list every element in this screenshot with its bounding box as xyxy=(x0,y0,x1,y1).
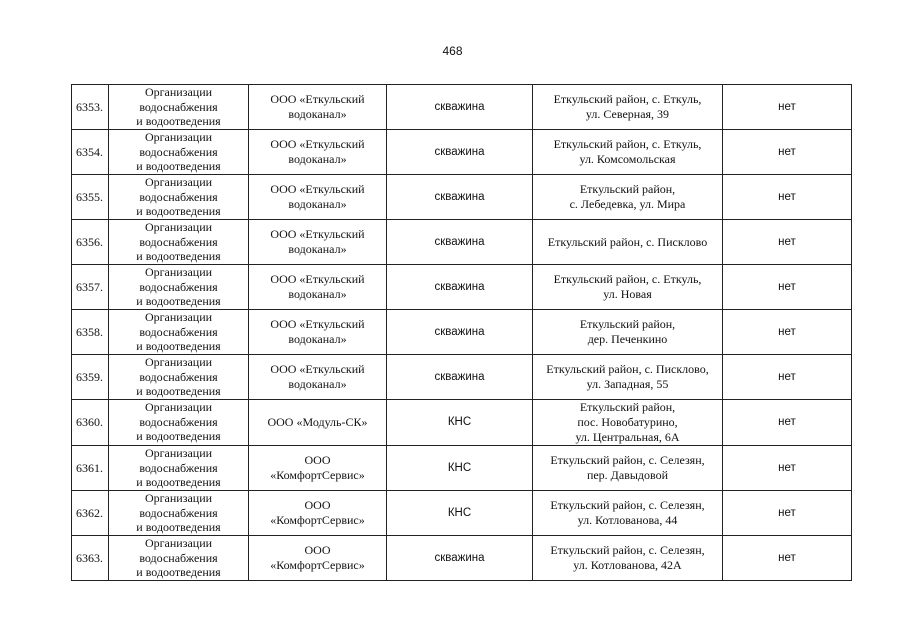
object-type-cell: скважина xyxy=(387,220,533,265)
flag-cell: нет xyxy=(723,400,852,446)
object-type-cell: скважина xyxy=(387,536,533,581)
organization-cell: ООО «КомфортСервис» xyxy=(249,446,387,491)
address-cell: Еткульский район, с. Лебедевка, ул. Мира xyxy=(533,175,723,220)
address-cell: Еткульский район, с. Селезян, ул. Котлованова, 42А xyxy=(533,536,723,581)
address-cell: Еткульский район, пос. Новобатурино, ул. Центральная, 6А xyxy=(533,400,723,446)
flag-cell: нет xyxy=(723,130,852,175)
page-number: 468 xyxy=(442,44,463,58)
organization-cell: ООО «Еткульский водоканал» xyxy=(249,85,387,130)
category-cell: Организации водоснабжения и водоотведения xyxy=(109,310,249,355)
organization-cell: ООО «Еткульский водоканал» xyxy=(249,265,387,310)
category-cell: Организации водоснабжения и водоотведения xyxy=(109,491,249,536)
category-cell: Организации водоснабжения и водоотведения xyxy=(109,355,249,400)
table-row xyxy=(72,310,852,355)
address-cell: Еткульский район, дер. Печенкино xyxy=(533,310,723,355)
row-number: 6353. xyxy=(72,85,109,130)
address-cell: Еткульский район, с. Селезян, пер. Давыдовой xyxy=(533,446,723,491)
object-type-cell: КНС xyxy=(387,491,533,536)
object-type-cell: скважина xyxy=(387,310,533,355)
address-cell: Еткульский район, с. Селезян, ул. Котлованова, 44 xyxy=(533,491,723,536)
flag-cell: нет xyxy=(723,265,852,310)
object-type-cell: скважина xyxy=(387,85,533,130)
organization-cell: ООО «Еткульский водоканал» xyxy=(249,310,387,355)
category-cell: Организации водоснабжения и водоотведения xyxy=(109,265,249,310)
row-number: 6360. xyxy=(72,400,109,446)
category-cell: Организации водоснабжения и водоотведения xyxy=(109,85,249,130)
category-cell: Организации водоснабжения и водоотведения xyxy=(109,130,249,175)
table-row xyxy=(72,355,852,400)
category-cell: Организации водоснабжения и водоотведения xyxy=(109,536,249,581)
object-type-cell: скважина xyxy=(387,130,533,175)
row-number: 6356. xyxy=(72,220,109,265)
flag-cell: нет xyxy=(723,536,852,581)
table-row xyxy=(72,491,852,536)
registry-table-body xyxy=(72,85,852,581)
row-number: 6361. xyxy=(72,446,109,491)
row-number: 6359. xyxy=(72,355,109,400)
table-row xyxy=(72,175,852,220)
organization-cell: ООО «Еткульский водоканал» xyxy=(249,130,387,175)
row-number: 6354. xyxy=(72,130,109,175)
table-row xyxy=(72,400,852,446)
flag-cell: нет xyxy=(723,446,852,491)
organization-cell: ООО «Еткульский водоканал» xyxy=(249,220,387,265)
organization-cell: ООО «Модуль-СК» xyxy=(249,400,387,446)
flag-cell: нет xyxy=(723,355,852,400)
organization-cell: ООО «КомфортСервис» xyxy=(249,491,387,536)
category-cell: Организации водоснабжения и водоотведения xyxy=(109,446,249,491)
row-number: 6363. xyxy=(72,536,109,581)
address-cell: Еткульский район, с. Еткуль, ул. Комсомольская xyxy=(533,130,723,175)
table-row xyxy=(72,446,852,491)
row-number: 6362. xyxy=(72,491,109,536)
flag-cell: нет xyxy=(723,491,852,536)
flag-cell: нет xyxy=(723,310,852,355)
category-cell: Организации водоснабжения и водоотведения xyxy=(109,400,249,446)
organization-cell: ООО «Еткульский водоканал» xyxy=(249,355,387,400)
object-type-cell: скважина xyxy=(387,265,533,310)
table-row xyxy=(72,265,852,310)
object-type-cell: скважина xyxy=(387,175,533,220)
registry-table xyxy=(71,84,852,581)
organization-cell: ООО «Еткульский водоканал» xyxy=(249,175,387,220)
object-type-cell: скважина xyxy=(387,355,533,400)
flag-cell: нет xyxy=(723,220,852,265)
organization-cell: ООО «КомфортСервис» xyxy=(249,536,387,581)
address-cell: Еткульский район, с. Писклово xyxy=(533,220,723,265)
object-type-cell: КНС xyxy=(387,400,533,446)
table-row xyxy=(72,220,852,265)
row-number: 6357. xyxy=(72,265,109,310)
flag-cell: нет xyxy=(723,85,852,130)
address-cell: Еткульский район, с. Еткуль, ул. Новая xyxy=(533,265,723,310)
row-number: 6355. xyxy=(72,175,109,220)
row-number: 6358. xyxy=(72,310,109,355)
address-cell: Еткульский район, с. Еткуль, ул. Северная, 39 xyxy=(533,85,723,130)
address-cell: Еткульский район, с. Писклово, ул. Западная, 55 xyxy=(533,355,723,400)
table-row xyxy=(72,85,852,130)
object-type-cell: КНС xyxy=(387,446,533,491)
table-row xyxy=(72,130,852,175)
flag-cell: нет xyxy=(723,175,852,220)
category-cell: Организации водоснабжения и водоотведения xyxy=(109,220,249,265)
table-row xyxy=(72,536,852,581)
category-cell: Организации водоснабжения и водоотведения xyxy=(109,175,249,220)
